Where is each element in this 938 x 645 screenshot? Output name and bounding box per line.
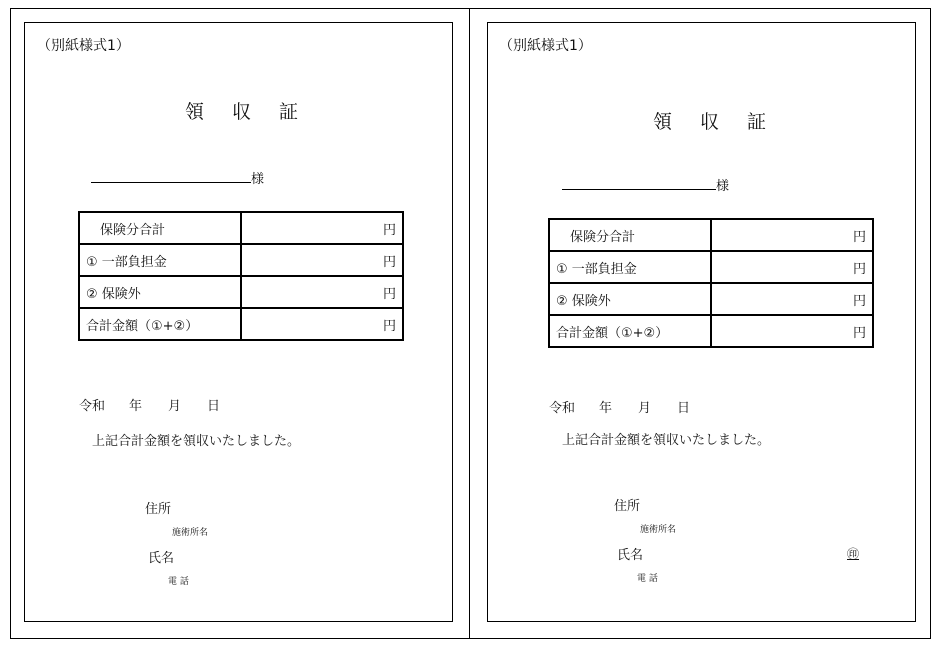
- date-era: 令和: [549, 401, 576, 416]
- table-row: [79, 276, 403, 308]
- title-char: 領: [653, 111, 673, 133]
- name-label: 氏名: [148, 551, 175, 566]
- row-label: 合計金額（①+②）: [549, 315, 711, 347]
- table-row: [79, 244, 403, 276]
- row-unit: 円: [711, 283, 873, 315]
- clinic-label: 施術所名: [640, 525, 677, 535]
- receipt-title: [653, 107, 766, 134]
- row-unit: 円: [241, 276, 403, 308]
- row-unit: 円: [711, 315, 873, 347]
- row-label: ② 保険外: [549, 283, 711, 315]
- receipt-form-left: [24, 22, 453, 622]
- addressee-suffix: 様: [251, 172, 265, 187]
- center-divider: [469, 8, 470, 639]
- row-label: ① 一部負担金: [79, 244, 241, 276]
- amounts-table: [78, 211, 404, 341]
- title-char: 領: [185, 101, 205, 123]
- receipt-statement: 上記合計金額を領収いたしました。: [92, 434, 301, 449]
- date-month: 月: [638, 401, 652, 416]
- clinic-label: 施術所名: [172, 528, 209, 538]
- row-label: ① 一部負担金: [549, 251, 711, 283]
- amounts-table: [548, 218, 874, 348]
- table-row: [79, 212, 403, 244]
- date-day: 日: [207, 399, 221, 414]
- table-row: [549, 283, 873, 315]
- form-label: （別紙様式1）: [499, 38, 592, 54]
- address-label: 住所: [145, 502, 172, 517]
- row-label: 合計金額（①+②）: [79, 308, 241, 340]
- title-char: 収: [232, 101, 252, 123]
- receipt-form-right: [487, 22, 916, 622]
- row-unit: 円: [241, 308, 403, 340]
- phone-label: 電 話: [168, 577, 189, 587]
- date-day: 日: [677, 401, 691, 416]
- row-unit: 円: [711, 251, 873, 283]
- table-row: [549, 219, 873, 251]
- date-year: 年: [599, 401, 613, 416]
- title-char: 証: [747, 111, 767, 133]
- row-label: ② 保険外: [79, 276, 241, 308]
- date-line: [549, 397, 690, 416]
- date-month: 月: [168, 399, 182, 414]
- receipt-title: [185, 97, 298, 124]
- table-row: [549, 251, 873, 283]
- address-label: 住所: [614, 499, 641, 514]
- addressee-line: [562, 189, 716, 190]
- row-unit: 円: [241, 212, 403, 244]
- row-label: 保険分合計: [79, 212, 241, 244]
- date-year: 年: [129, 399, 143, 414]
- row-label: 保険分合計: [549, 219, 711, 251]
- date-era: 令和: [79, 399, 106, 414]
- seal-mark: ㊞: [847, 547, 860, 561]
- receipt-statement: 上記合計金額を領収いたしました。: [562, 433, 771, 448]
- date-line: [79, 395, 220, 414]
- row-unit: 円: [241, 244, 403, 276]
- name-label: 氏名: [617, 548, 644, 563]
- table-row: [549, 315, 873, 347]
- title-char: 証: [279, 101, 299, 123]
- phone-label: 電 話: [637, 574, 658, 584]
- table-row: [79, 308, 403, 340]
- row-unit: 円: [711, 219, 873, 251]
- form-label: （別紙様式1）: [37, 38, 130, 54]
- addressee-line: [91, 182, 251, 183]
- title-char: 収: [700, 111, 720, 133]
- addressee-suffix: 様: [716, 179, 730, 194]
